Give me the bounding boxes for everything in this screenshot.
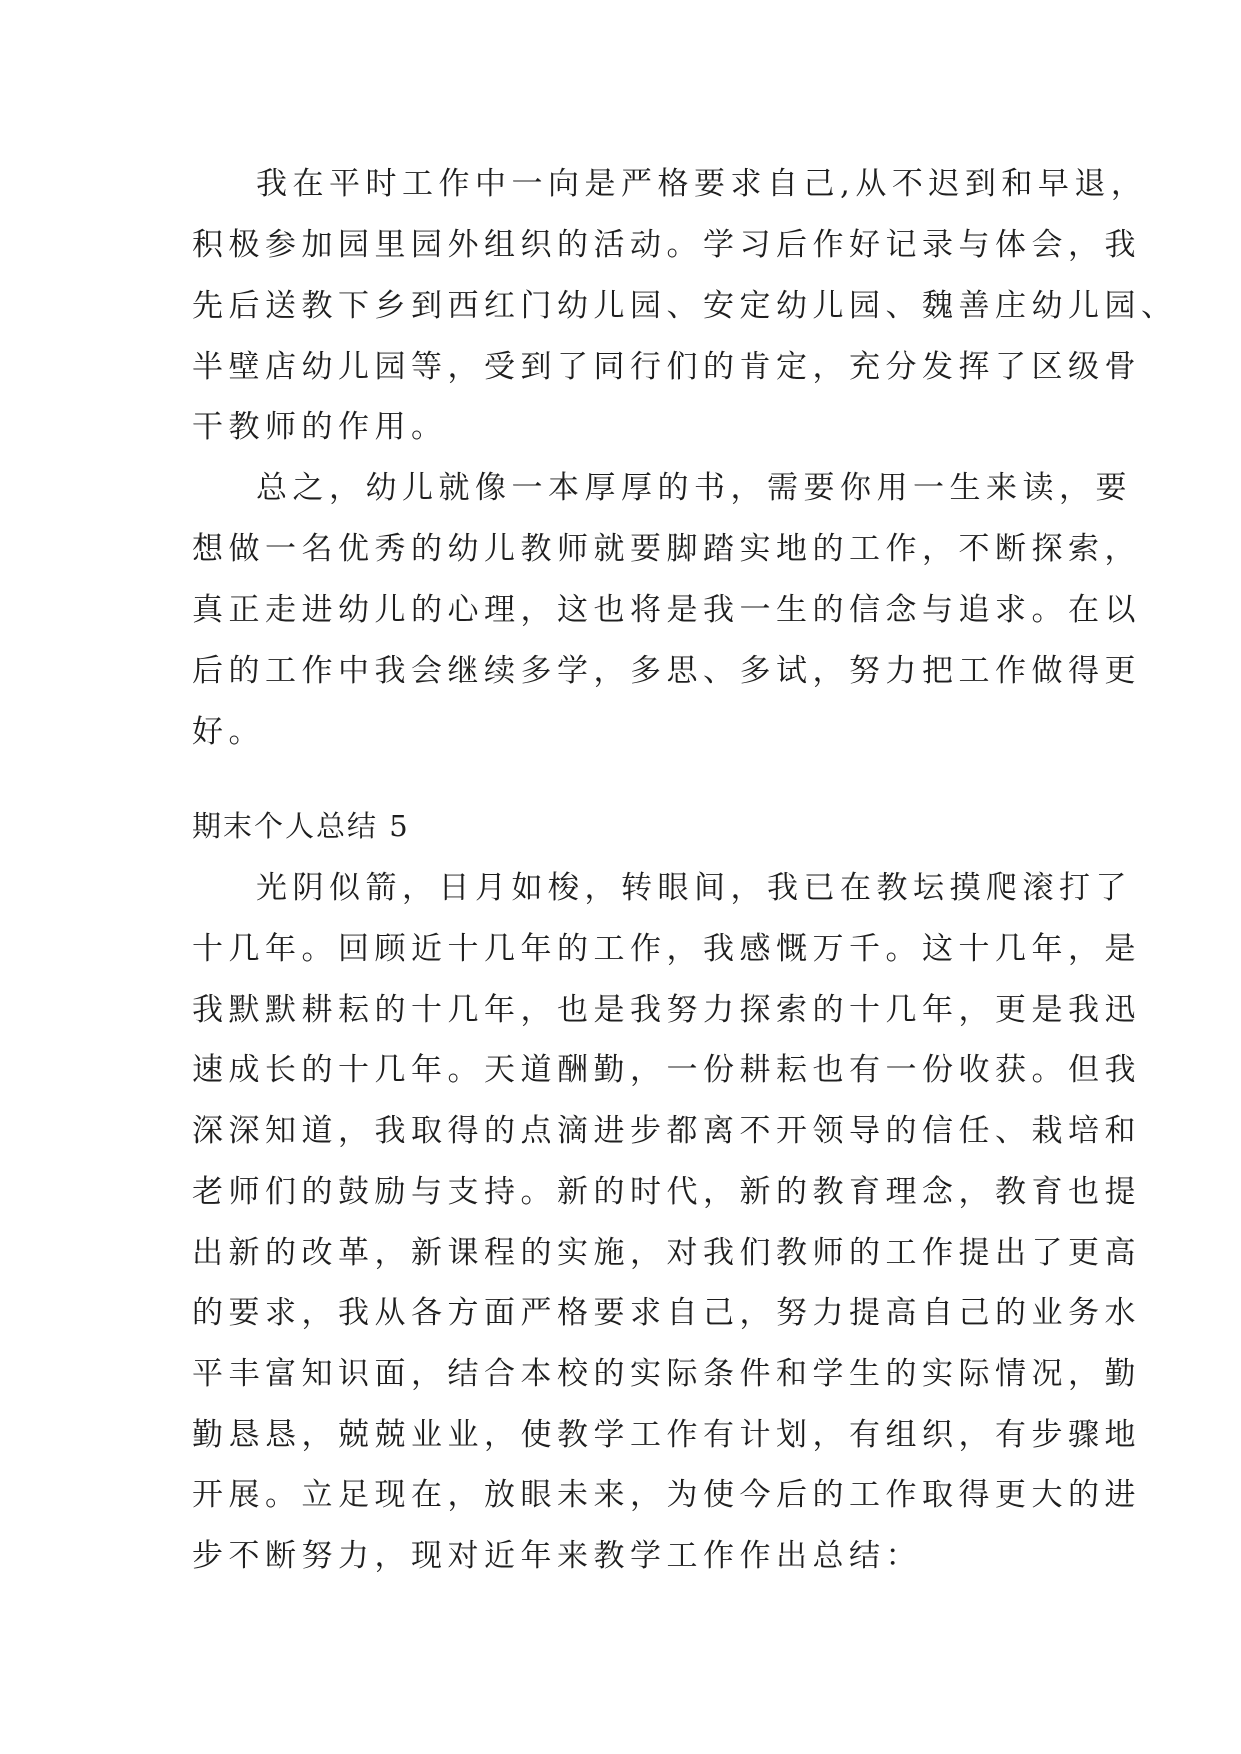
paragraph-3-line-1: 光阴似箭，日月如梭，转眼间，我已在教坛摸爬滚打了 (256, 870, 1132, 906)
paragraph-1-line-5: 干教师的作用。 (192, 409, 448, 445)
paragraph-3-line-5: 深深知道，我取得的点滴进步都离不开领导的信任、栽培和 (192, 1113, 1141, 1149)
paragraph-3-line-12: 步不断努力，现对近年来教学工作作出总结： (192, 1538, 922, 1574)
paragraph-3-line-6: 老师们的鼓励与支持。新的时代，新的教育理念，教育也提 (192, 1174, 1141, 1210)
section-heading: 期末个人总结 5 (192, 809, 410, 843)
paragraph-2-line-3: 真正走进幼儿的心理，这也将是我一生的信念与追求。在以 (192, 592, 1141, 628)
paragraph-1-line-3: 先后送教下乡到西红门幼儿园、安定幼儿园、魏善庄幼儿园、 (192, 288, 1178, 324)
paragraph-1-line-4: 半壁店幼儿园等，受到了同行们的肯定，充分发挥了区级骨 (192, 349, 1141, 385)
paragraph-3-line-3: 我默默耕耘的十几年，也是我努力探索的十几年，更是我迅 (192, 992, 1141, 1028)
paragraph-3-line-7: 出新的改革，新课程的实施，对我们教师的工作提出了更高 (192, 1235, 1141, 1271)
paragraph-3-line-8: 的要求，我从各方面严格要求自己，努力提高自己的业务水 (192, 1295, 1141, 1331)
paragraph-1-line-1: 我在平时工作中一向是严格要求自己,从不迟到和早退， (256, 166, 1148, 202)
paragraph-2-line-4: 后的工作中我会继续多学，多思、多试，努力把工作做得更 (192, 653, 1141, 689)
paragraph-3-line-10: 勤恳恳，兢兢业业，使教学工作有计划，有组织，有步骤地 (192, 1417, 1141, 1453)
paragraph-3-line-2: 十几年。回顾近十几年的工作，我感慨万千。这十几年，是 (192, 931, 1141, 967)
paragraph-2-line-5: 好。 (192, 714, 265, 750)
paragraph-3-line-4: 速成长的十几年。天道酬勤，一份耕耘也有一份收获。但我 (192, 1052, 1141, 1088)
paragraph-2-line-2: 想做一名优秀的幼儿教师就要脚踏实地的工作，不断探索， (192, 531, 1141, 567)
paragraph-3-line-9: 平丰富知识面，结合本校的实际条件和学生的实际情况，勤 (192, 1356, 1141, 1392)
paragraph-2-line-1: 总之，幼儿就像一本厚厚的书，需要你用一生来读，要 (256, 470, 1132, 506)
paragraph-1-line-2: 积极参加园里园外组织的活动。学习后作好记录与体会，我 (192, 227, 1141, 263)
paragraph-3-line-11: 开展。立足现在，放眼未来，为使今后的工作取得更大的进 (192, 1477, 1141, 1513)
